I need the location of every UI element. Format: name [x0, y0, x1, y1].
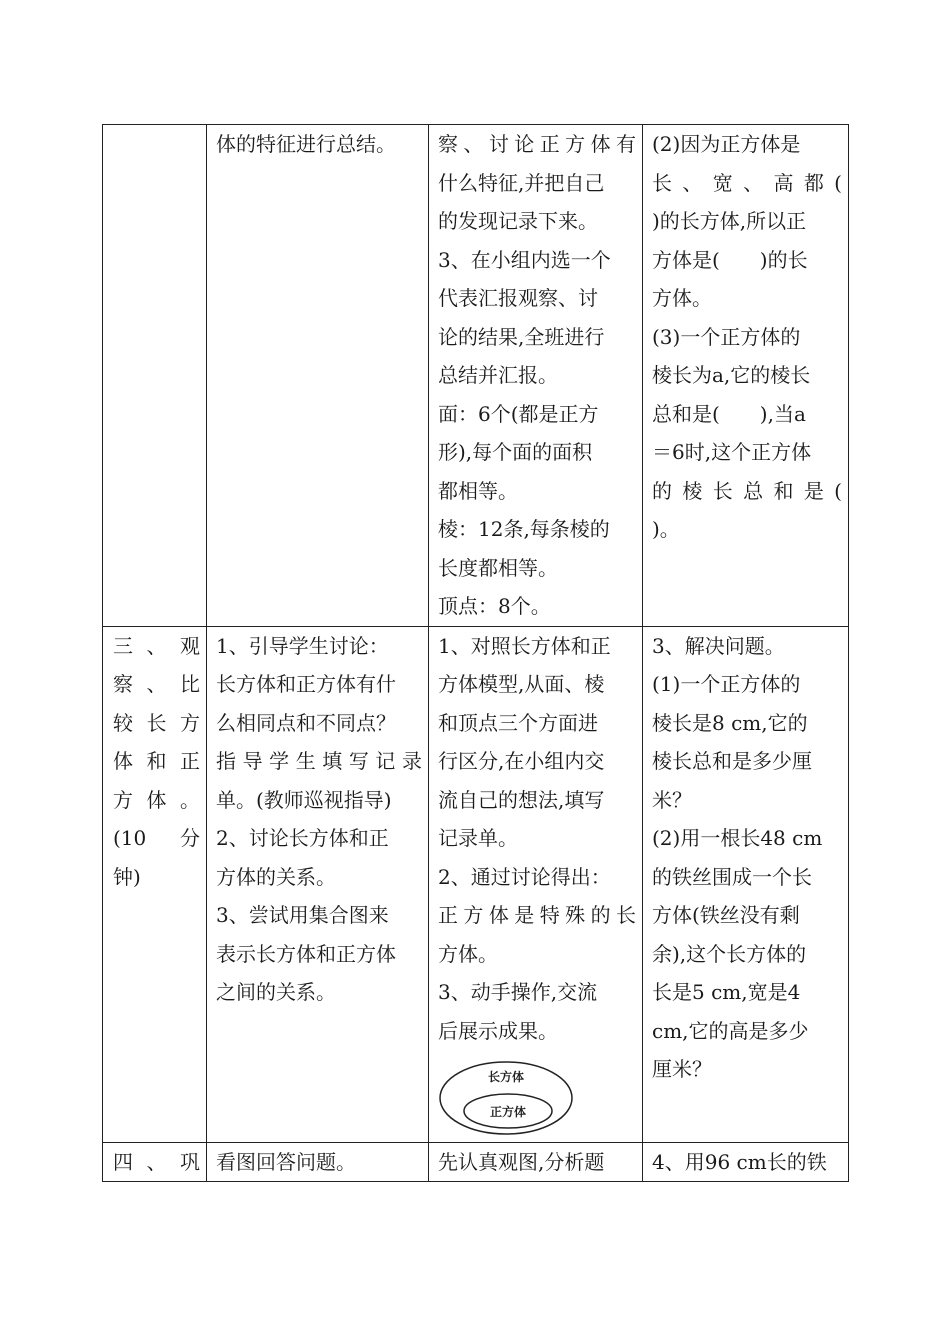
- text-line: 后展示成果。: [438, 1018, 558, 1043]
- text-line: 棱长是8 cm,它的: [652, 710, 808, 735]
- text-line: 体和正: [113, 749, 200, 773]
- text-line: 2、讨论长方体和正: [216, 826, 389, 850]
- text-line: 方体。: [438, 941, 498, 966]
- set-diagram: [438, 1056, 578, 1136]
- text-line: 长度都相等。: [438, 555, 558, 580]
- text-line: 米？: [652, 787, 692, 812]
- text-line: (2)因为正方体是: [652, 132, 801, 156]
- exercise-cell: [643, 1142, 849, 1182]
- exercise-cell: [643, 626, 849, 1142]
- text-line: cm,它的高是多少: [652, 1018, 809, 1043]
- text-line: 棱：12条,每条棱的: [438, 517, 610, 541]
- text-line: )的长方体,所以正: [652, 209, 807, 233]
- text-line: (10 分: [113, 826, 200, 850]
- text-line: 2、通过讨论得出：: [438, 864, 611, 889]
- student-activity-cell: [429, 125, 643, 627]
- text-line: 1、引导学生讨论：: [216, 633, 389, 658]
- text-line: 长是5 cm,宽是4: [652, 980, 801, 1004]
- text-line: 的棱长总和是(: [652, 478, 842, 503]
- text-line: 看图回答问题。: [216, 1149, 356, 1174]
- text-line: 长方体和正方体有什: [216, 672, 396, 696]
- text-line: 察、比: [113, 672, 200, 696]
- text-line: 顶点：8个。: [438, 594, 551, 618]
- text-line: 方体(铁丝没有剩: [652, 903, 800, 927]
- text-line: 总结并汇报。: [438, 363, 558, 387]
- text-line: 1、对照长方体和正: [438, 633, 611, 658]
- cube-set-label: 正方体: [489, 1105, 527, 1119]
- text-line: 方体的关系。: [216, 864, 336, 889]
- text-line: (2)用一根长48 cm: [652, 826, 823, 850]
- text-line: 面：6个(都是正方: [438, 401, 599, 426]
- teacher-activity-cell: [207, 1142, 429, 1182]
- text-line: 余),这个长方体的: [652, 941, 807, 966]
- text-line: 论的结果,全班进行: [438, 324, 605, 349]
- text-line: 方体。: [652, 286, 712, 310]
- teacher-activity-cell: [207, 626, 429, 1142]
- exercise-cell: [643, 125, 849, 627]
- text-line: (1)一个正方体的: [652, 672, 801, 696]
- teacher-activity-cell: [207, 125, 429, 627]
- text-line: 正方体是特殊的长: [438, 903, 636, 927]
- table-row: [103, 1142, 849, 1182]
- text-line: 的铁丝围成一个长: [652, 864, 812, 889]
- text-line: 都相等。: [438, 478, 518, 503]
- text-line: 厘米？: [652, 1057, 712, 1081]
- text-line: 3、动手操作,交流: [438, 980, 598, 1004]
- text-line: 3、在小组内选一个: [438, 247, 611, 272]
- text-line: 棱长为a,它的棱长: [652, 363, 811, 387]
- text-line: 代表汇报观察、讨: [438, 286, 598, 310]
- text-line: 长、宽、高都(: [652, 170, 842, 195]
- text-line: 流自己的想法,填写: [438, 787, 605, 812]
- text-line: 方体模型,从面、棱: [438, 672, 605, 696]
- text-line: 表示长方体和正方体: [216, 941, 396, 966]
- text-line: 的发现记录下来。: [438, 209, 598, 233]
- text-line: 体的特征进行总结。: [216, 132, 396, 156]
- text-line: 方体是( )的长: [652, 247, 808, 272]
- text-line: ＝6时,这个正方体: [652, 440, 812, 464]
- stage-cell: [103, 125, 207, 627]
- text-line: 3、尝试用集合图来: [216, 903, 389, 927]
- table-row: [103, 125, 849, 627]
- text-line: 4、用96 cm长的铁: [652, 1149, 827, 1174]
- text-line: 和顶点三个方面进: [438, 710, 598, 735]
- cuboid-set-label: 长方体: [487, 1070, 525, 1084]
- text-line: 钟): [113, 864, 141, 889]
- text-line: 记录单。: [438, 826, 518, 850]
- text-line: 3、解决问题。: [652, 633, 785, 658]
- student-activity-cell: [429, 626, 643, 1142]
- text-line: 较长方: [113, 710, 200, 735]
- text-line: 方体。: [113, 787, 200, 812]
- text-line: )。: [652, 517, 680, 541]
- lesson-plan-table: [102, 124, 849, 1182]
- stage-cell: [103, 1142, 207, 1182]
- text-line: 单。(教师巡视指导): [216, 787, 392, 812]
- text-line: 指导学生填写记录: [216, 749, 422, 773]
- student-activity-cell: [429, 1142, 643, 1182]
- text-line: 棱长总和是多少厘: [652, 749, 812, 773]
- text-line: 之间的关系。: [216, 980, 336, 1004]
- text-line: 察、讨论正方体有: [438, 132, 636, 156]
- text-line: 三、观: [113, 633, 200, 658]
- text-line: 形),每个面的面积: [438, 440, 593, 464]
- text-line: 四、巩: [113, 1149, 200, 1174]
- text-line: 行区分,在小组内交: [438, 749, 605, 773]
- table-row: [103, 626, 849, 1142]
- text-line: 先认真观图,分析题: [438, 1149, 605, 1174]
- text-line: 总和是( ),当a: [652, 401, 806, 426]
- text-line: 么相同点和不同点？: [216, 710, 396, 735]
- text-line: 什么特征,并把自己: [438, 170, 605, 195]
- stage-cell: [103, 626, 207, 1142]
- text-line: (3)一个正方体的: [652, 324, 801, 349]
